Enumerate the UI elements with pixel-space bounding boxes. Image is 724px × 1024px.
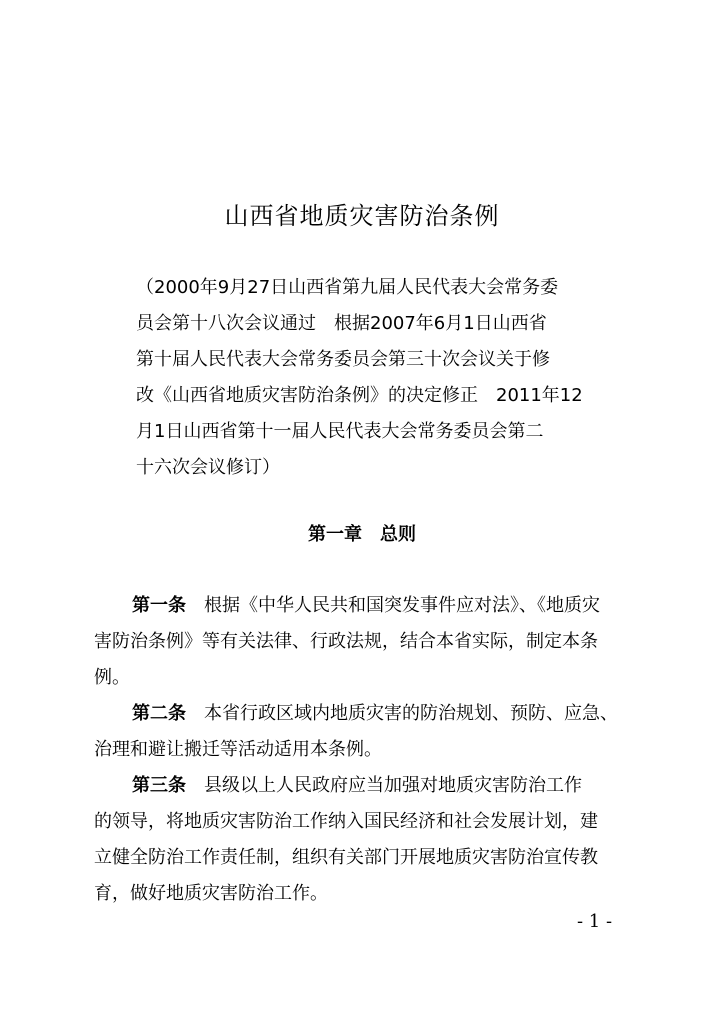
article-line: 治理和避让搬迁等活动适用本条例。 [94,739,382,760]
preamble-line: 第十届人民代表大会常务委员会第三十次会议关于修 [136,349,550,370]
preamble-line: 十六次会议修订） [136,457,280,478]
page-number: - 1 - [577,911,613,932]
article-first-line [94,768,639,804]
preamble-line: 员会第十八次会议通过 根据2007年6月1日山西省 [136,313,547,334]
article-first-line [94,696,639,732]
article-number: 第二条 [132,703,186,724]
document-title: 山西省地质灾害防治条例 [224,202,500,230]
article-text: 县级以上人民政府应当加强对地质灾害防治工作 [204,775,582,796]
article-line: 例。 [94,667,130,688]
preamble [136,270,606,486]
chapter-heading: 第一章 总则 [308,524,416,545]
article-line: 的领导，将地质灾害防治工作纳入国民经济和社会发展计划，建 [94,811,598,832]
article-text: 本省行政区域内地质灾害的防治规划、预防、应急、 [204,703,618,724]
articles [94,588,639,912]
article-line: 立健全防治工作责任制，组织有关部门开展地质灾害防治宣传教 [94,847,598,868]
article-1 [94,588,639,696]
preamble-line: 改《山西省地质灾害防治条例》的决定修正 2011年12 [136,385,583,406]
article-3 [94,768,639,912]
article-first-line [94,588,639,624]
preamble-line: （2000年9月27日山西省第九届人民代表大会常务委 [136,277,559,298]
article-line: 育，做好地质灾害防治工作。 [94,883,328,904]
article-2 [94,696,639,768]
article-line: 害防治条例》等有关法律、行政法规，结合本省实际，制定本条 [94,631,598,652]
article-number: 第一条 [132,595,186,616]
article-number: 第三条 [132,775,186,796]
preamble-line: 月1日山西省第十一届人民代表大会常务委员会第二 [136,421,544,442]
article-text: 根据《中华人民共和国突发事件应对法》、《地质灾 [204,595,600,616]
